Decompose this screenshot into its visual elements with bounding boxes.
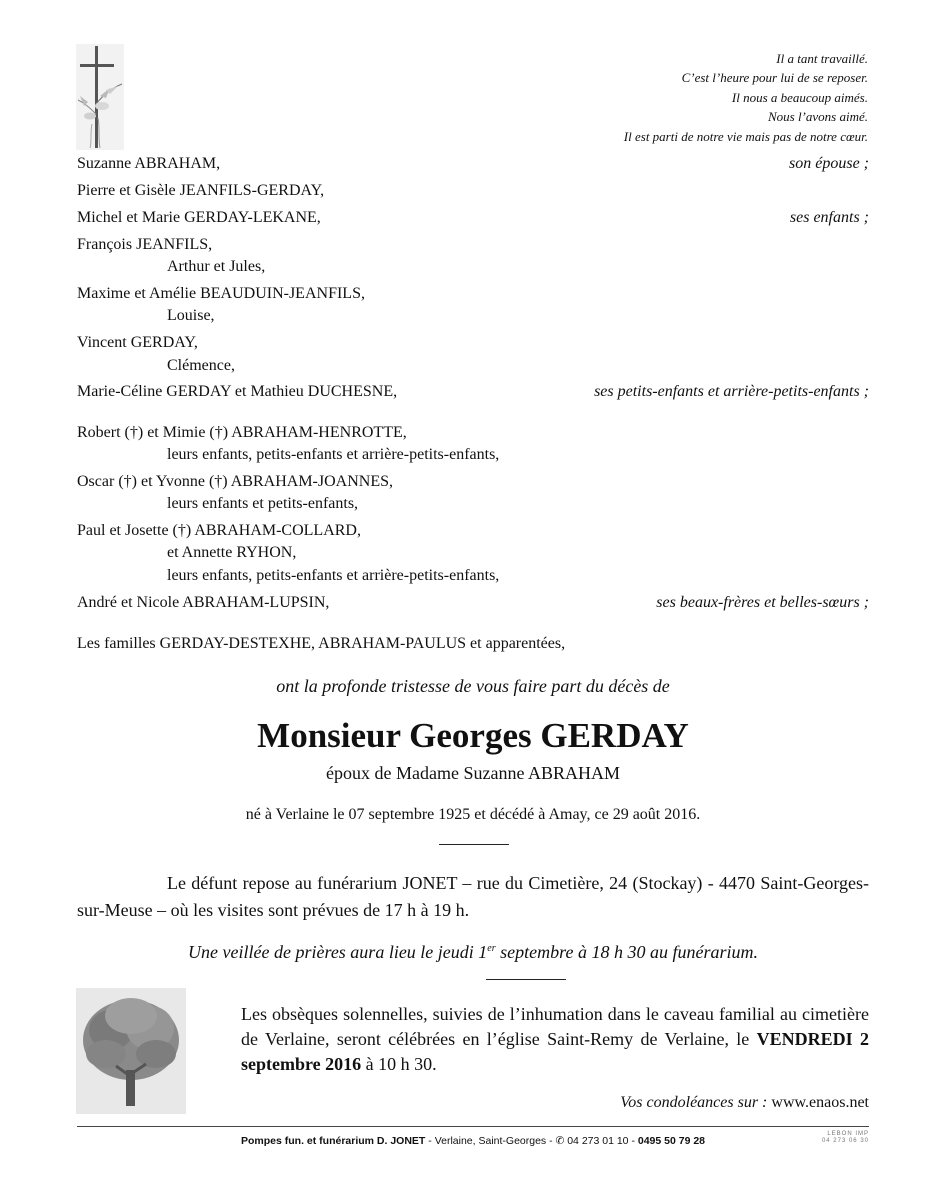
family-name: André et Nicole ABRAHAM-LUPSIN,: [77, 594, 330, 611]
divider: [486, 979, 566, 980]
poem: [624, 49, 868, 146]
family-name: et Annette RYHON,: [167, 544, 297, 561]
vigil-text: septembre à 18 h 30 au funérarium.: [495, 942, 758, 962]
family-name: leurs enfants, petits-enfants et arrière-petits-enfants,: [167, 446, 500, 463]
poem-line: Il est parti de notre vie mais pas de notre cœur.: [623, 128, 868, 144]
family-row: [77, 332, 869, 354]
funeral-info: [241, 1002, 869, 1077]
printer-name: LEBON IMP: [827, 1131, 869, 1137]
family-row: [77, 153, 869, 175]
family-name: Arthur et Jules,: [167, 258, 266, 275]
deceased-name: Monsieur Georges GERDAY: [257, 716, 689, 755]
family-row: [77, 207, 869, 229]
family-name: Clémence,: [167, 357, 235, 374]
footer-phone: 0495 50 79 28: [637, 1135, 706, 1147]
family-name: Michel et Marie GERDAY-LEKANE,: [77, 209, 321, 226]
family-name: Paul et Josette (†) ABRAHAM-COLLARD,: [77, 522, 361, 539]
family-row: [77, 180, 869, 202]
family-row: [77, 381, 869, 403]
printer-phone: 04 273 06 30: [821, 1138, 869, 1144]
family-name: Robert (†) et Mimie (†) ABRAHAM-HENROTTE,: [77, 424, 407, 441]
family-row: [77, 283, 869, 305]
funeral-text: à 10 h 30.: [361, 1054, 437, 1074]
family-name: Maxime et Amélie BEAUDUIN-JEANFILS,: [77, 285, 365, 302]
family-row: [77, 493, 869, 515]
condolences-label: Vos condoléances sur :: [620, 1094, 772, 1111]
relation-label: ses enfants ;: [789, 209, 869, 226]
cross-lily-image: [76, 44, 124, 150]
footer-contact: - Verlaine, Saint-Georges - ✆ 04 273 01 10 -: [425, 1135, 638, 1147]
vigil-info: [0, 942, 946, 963]
family-name: Pierre et Gisèle JEANFILS-GERDAY,: [77, 182, 325, 199]
family-name: Oscar (†) et Yvonne (†) ABRAHAM-JOANNES,: [77, 473, 393, 490]
vigil-text: Une veillée de prières aura lieu le jeudi 1: [188, 942, 488, 962]
family-name: Louise,: [167, 307, 215, 324]
footer-divider: [77, 1126, 869, 1127]
funeral-home-name: Pompes fun. et funérarium D. JONET: [240, 1135, 426, 1147]
family-row: [77, 565, 869, 587]
announcement-intro: ont la profonde tristesse de vous faire part du décès de: [276, 676, 670, 696]
family-row: [77, 234, 869, 256]
poem-line: Il nous a beaucoup aimés.: [731, 89, 868, 105]
family-name: Suzanne ABRAHAM,: [77, 155, 221, 172]
family-row: [77, 542, 869, 564]
family-row: [77, 305, 869, 327]
family-row: [77, 444, 869, 466]
family-name: leurs enfants et petits-enfants,: [167, 495, 359, 512]
condolences: [620, 1094, 869, 1112]
relation-label: son épouse ;: [789, 155, 869, 172]
family-row: [77, 520, 869, 542]
family-row: [77, 471, 869, 493]
divider: [439, 844, 509, 845]
funerarium-info: Le défunt repose au funérarium JONET – rue du Cimetière, 24 (Stockay) - 4470 Saint-Georges-sur-Meuse – où les visites sont prévues de 17 h à 19 h.: [77, 873, 869, 920]
family-row: [77, 633, 869, 655]
family-name: Vincent GERDAY,: [77, 334, 198, 351]
funeral-date: VENDREDI 2 septembre 2016: [241, 1029, 870, 1074]
family-row: [77, 355, 869, 377]
funeral-text: Les obsèques solennelles, suivies de l’inhumation dans le caveau familial au cimetière de Verlaine, seront célébrées en l’église Saint-Remy de Verlaine, le: [241, 1004, 869, 1049]
relation-label: ses petits-enfants et arrière-petits-enfants ;: [594, 383, 869, 400]
condolences-website[interactable]: www.enaos.net: [771, 1094, 869, 1111]
footer: [0, 1135, 946, 1147]
birth-death-line: né à Verlaine le 07 septembre 1925 et décédé à Amay, ce 29 août 2016.: [245, 806, 701, 823]
poem-line: C’est l’heure pour lui de se reposer.: [681, 70, 868, 86]
vigil-superscript: er: [487, 943, 496, 954]
family-name: leurs enfants, petits-enfants et arrière-petits-enfants,: [167, 567, 500, 584]
family-name: Marie-Céline GERDAY et Mathieu DUCHESNE,: [77, 383, 398, 400]
family-row: [77, 592, 869, 614]
tree-image: [76, 988, 186, 1114]
printer-mark: [822, 1131, 869, 1145]
family-row: [77, 256, 869, 278]
family-row: [77, 422, 869, 444]
spouse-line: époux de Madame Suzanne ABRAHAM: [326, 763, 620, 783]
poem-line: Il a tant travaillé.: [776, 51, 868, 66]
family-name: François JEANFILS,: [77, 236, 213, 253]
poem-line: Nous l’avons aimé.: [767, 109, 868, 125]
relation-label: ses beaux-frères et belles-sœurs ;: [656, 594, 869, 611]
family-name: Les familles GERDAY-DESTEXHE, ABRAHAM-PAULUS et apparentées,: [77, 635, 566, 652]
